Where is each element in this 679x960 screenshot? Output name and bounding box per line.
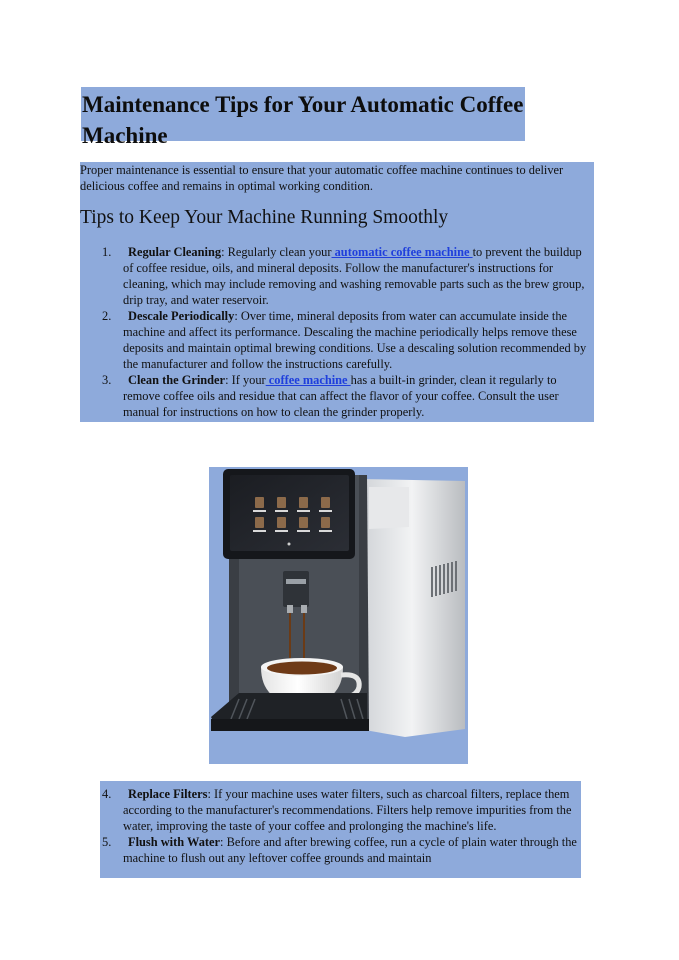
page-title: Maintenance Tips for Your Automatic Coffee Machine	[82, 92, 524, 148]
item-number: 4.	[102, 787, 112, 801]
item-number: 2.	[102, 309, 112, 323]
list-item	[100, 786, 579, 834]
item-lead: Flush with Water	[128, 835, 221, 849]
section-heading: Tips to Keep Your Machine Running Smoothly	[80, 207, 449, 228]
item-text: to prevent the buildup of coffee residue, oils, and mineral deposits. Follow the manufacturer's instructions for cleaning, which may include removing and washing removable parts such as the brew group, drip tray, and water reservoir.	[123, 245, 585, 307]
item-text: has a built-in grinder, clean it regularly to remove coffee oils and residue that can affect the flavor of your coffee. Consult the user manual for instructions on how to clean the grinder properly.	[123, 373, 559, 419]
tips-list-continued-block	[100, 781, 581, 878]
intro-paragraph: Proper maintenance is essential to ensure that your automatic coffee machine continues to deliver delicious coffee and remains in optimal working condition.	[80, 163, 564, 193]
item-lead: Descale Periodically	[128, 309, 235, 323]
intro-section	[80, 162, 594, 422]
tips-list	[80, 244, 594, 420]
item-text: : If your machine uses water filters, such as charcoal filters, replace them according to the manufacturer's recommendations. Filters help remove impurities from the water, improving the taste of your coffee and prolonging the machine's life.	[123, 787, 572, 833]
list-item	[100, 834, 579, 866]
title-block	[81, 87, 525, 148]
item-number: 1.	[102, 245, 112, 259]
item-lead: Clean the Grinder	[128, 373, 226, 387]
list-item	[80, 372, 594, 420]
coffee-machine-link[interactable]: coffee machine	[265, 373, 351, 387]
list-item	[80, 308, 594, 372]
item-number: 3.	[102, 373, 112, 387]
item-lead: Regular Cleaning	[128, 245, 222, 259]
coffee-machine-illustration	[209, 467, 468, 764]
item-text: : Over time, mineral deposits from water can accumulate inside the machine and affect its performance. Descaling the machine periodically helps remove these deposits and maintain optimal brewing conditions. Use a descaling solution recommended by the manufacturer and follow the instructions carefully.	[123, 309, 587, 371]
list-item	[80, 244, 594, 308]
coffee-machine-image	[209, 467, 468, 764]
item-number: 5.	[102, 835, 112, 849]
item-text: : Before and after brewing coffee, run a cycle of plain water through the machine to flush out any leftover coffee grounds and maintain	[123, 835, 577, 865]
item-text: : If your	[225, 373, 266, 387]
automatic-coffee-machine-link[interactable]: automatic coffee machine	[331, 245, 473, 259]
tips-list-continued	[100, 786, 579, 866]
item-text: : Regularly clean your	[221, 245, 332, 259]
item-lead: Replace Filters	[128, 787, 208, 801]
